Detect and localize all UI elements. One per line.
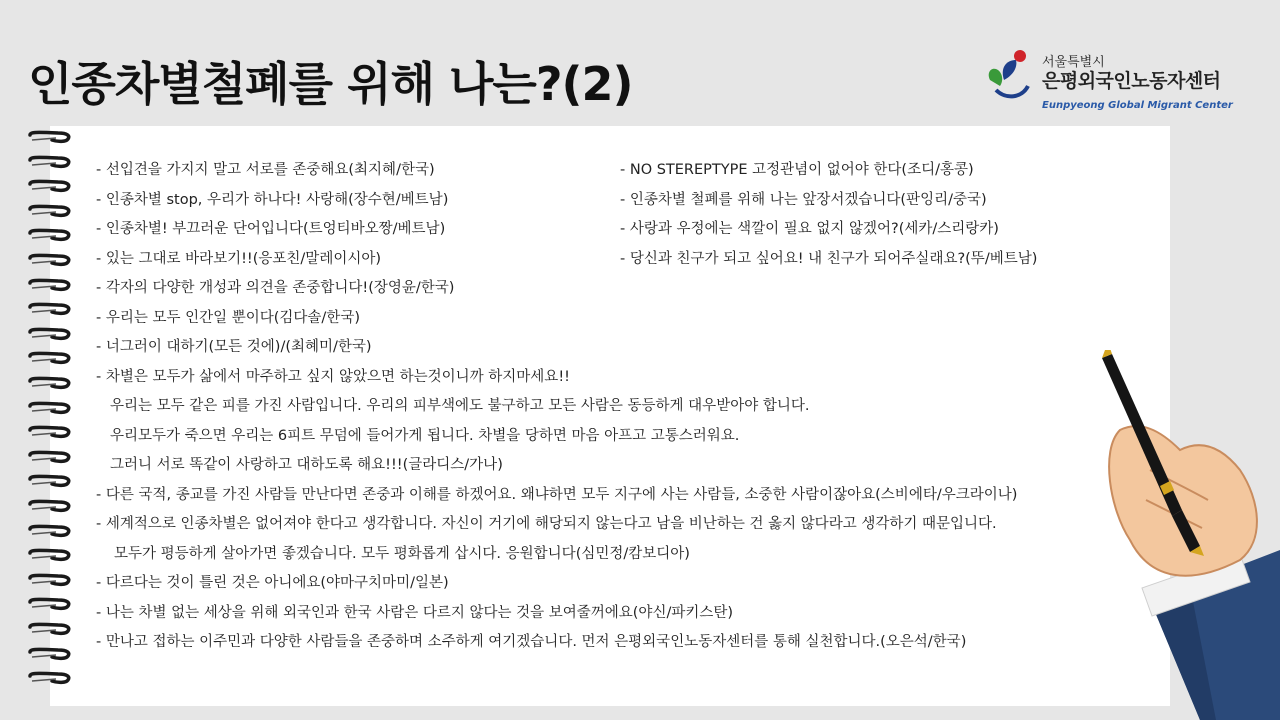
list-item: - NO STEREPTYPE 고정관념이 없어야 한다(조디/홍콩) (620, 162, 974, 178)
spiral-ring-icon (28, 573, 72, 587)
hand-with-pen-icon (1090, 350, 1280, 720)
spiral-ring-icon (28, 278, 72, 292)
list-item: - 세계적으로 인종차별은 없어져야 한다고 생각합니다. 자신이 거기에 해당되지 않는다고 남을 비난하는 건 옳지 않다라고 생각하기 때문입니다. (96, 516, 997, 532)
center-logo (982, 46, 1242, 116)
spiral-ring-icon (28, 253, 72, 267)
list-item-continuation: 우리는 모두 같은 피를 가진 사람입니다. 우리의 피부색에도 불구하고 모든 사람은 동등하게 대우받아야 합니다. (110, 398, 810, 414)
page-title: 인종차별철폐를 위해 나는?(2) (28, 57, 633, 111)
list-item: - 만나고 접하는 이주민과 다양한 사람들을 존중하며 소주하게 여기겠습니다. 먼저 은평외국인노동자센터를 통해 실천합니다.(오은석/한국) (96, 634, 967, 650)
spiral-ring-icon (28, 450, 72, 464)
list-item: - 다른 국적, 종교를 가진 사람들 만난다면 존중과 이해를 하겠어요. 왜냐하면 모두 지구에 사는 사람들, 소중한 사람이잖아요(스비에타/우크라이나) (96, 486, 1018, 503)
list-item-continuation: 모두가 평등하게 살아가면 좋겠습니다. 모두 평화롭게 삽시다. 응원합니다(심민정/캄보디아) (114, 545, 690, 562)
list-item-continuation: 우리모두가 죽으면 우리는 6피트 무덤에 들어가게 됩니다. 차별을 당하면 마음 아프고 고통스러워요. (110, 427, 740, 444)
spiral-ring-icon (28, 474, 72, 488)
spiral-ring-icon (28, 327, 72, 341)
list-item: - 각자의 다양한 개성과 의견을 존중합니다!(장영윤/한국) (96, 280, 455, 296)
spiral-binding (28, 128, 76, 708)
list-item: - 있는 그대로 바라보기!!(응포친/말레이시아) (96, 250, 382, 267)
spiral-ring-icon (28, 376, 72, 390)
spiral-ring-icon (28, 647, 72, 661)
list-item: - 우리는 모두 인간일 뿐이다(김다솔/한국) (96, 309, 360, 326)
logo-emblem-icon (982, 46, 1042, 106)
list-item: - 나는 차별 없는 세상을 위해 외국인과 한국 사람은 다르지 않다는 것을 보여줄꺼에요(야신/파키스탄) (96, 604, 734, 621)
logo-city-text: 서울특별시 (1042, 55, 1105, 70)
list-item: - 사랑과 우정에는 색깔이 필요 없지 않겠어?(세카/스리랑카) (620, 221, 999, 237)
list-item: - 인종차별 stop, 우리가 하나다! 사랑해(장수현/베트남) (96, 191, 449, 208)
list-item-continuation: 그러니 서로 똑같이 사랑하고 대하도록 해요!!!(글라디스/가나) (110, 457, 503, 473)
logo-english-name: Eunpyeong Global Migrant Center (1042, 100, 1233, 111)
spiral-ring-icon (28, 671, 72, 685)
spiral-ring-icon (28, 155, 72, 169)
spiral-ring-icon (28, 622, 72, 636)
list-item: - 인종차별! 부끄러운 단어입니다(트엉티바오짱/베트남) (96, 221, 446, 237)
spiral-ring-icon (28, 351, 72, 365)
spiral-ring-icon (28, 302, 72, 316)
spiral-ring-icon (28, 524, 72, 538)
list-item: - 선입견을 가지지 말고 서로를 존중해요(최지혜/한국) (96, 162, 435, 178)
list-item: - 너그러이 대하기(모든 것에)/(최혜미/한국) (96, 339, 372, 355)
list-item: - 다르다는 것이 틀린 것은 아니에요(야마구치마미/일본) (96, 575, 449, 591)
list-item: - 차별은 모두가 삶에서 마주하고 싶지 않았으면 하는것이니까 하지마세요!! (96, 368, 570, 385)
spiral-ring-icon (28, 499, 72, 513)
spiral-ring-icon (28, 130, 72, 144)
spiral-ring-icon (28, 401, 72, 415)
right-comment-list (620, 156, 1140, 274)
spiral-ring-icon (28, 228, 72, 242)
list-item: - 당신과 친구가 되고 싶어요! 내 친구가 되어주실래요?(뚜/베트남) (620, 250, 1038, 267)
spiral-ring-icon (28, 548, 72, 562)
spiral-ring-icon (28, 425, 72, 439)
list-item: - 인종차별 철폐를 위해 나는 앞장서겠습니다(판잉리/중국) (620, 191, 987, 208)
spiral-ring-icon (28, 597, 72, 611)
spiral-ring-icon (28, 204, 72, 218)
spiral-ring-icon (28, 179, 72, 193)
logo-org-name: 은평외국인노동자센터 (1042, 70, 1221, 92)
